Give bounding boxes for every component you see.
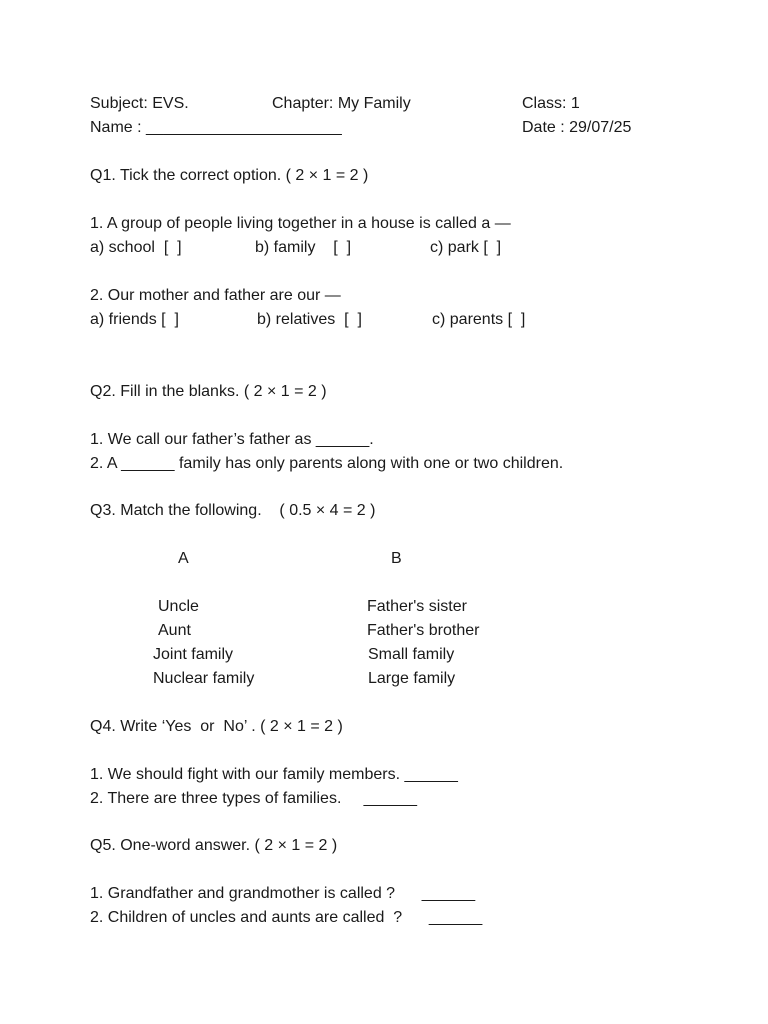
q4-item-2: 2. There are three types of families. ______ bbox=[90, 790, 417, 807]
q3-column-a-item: Aunt bbox=[158, 622, 191, 639]
q3-column-a-item: Nuclear family bbox=[153, 670, 255, 687]
q3-column-b-item: Large family bbox=[368, 670, 456, 687]
q3-column-b-header: B bbox=[391, 550, 402, 567]
q1-item-1-option-b: b) family [ ] bbox=[255, 239, 352, 256]
q3-column-b-item: Father's brother bbox=[367, 622, 480, 639]
q1-title: Q1. Tick the correct option. ( 2 × 1 = 2 ) bbox=[90, 167, 369, 184]
q3-column-a-item: Uncle bbox=[158, 598, 199, 615]
q4-title: Q4. Write ‘Yes or No’ . ( 2 × 1 = 2 ) bbox=[90, 718, 343, 735]
q1-item-1-question: 1. A group of people living together in a house is called a — bbox=[90, 215, 511, 232]
q2-item-2: 2. A ______ family has only parents along with one or two children. bbox=[90, 455, 564, 472]
q5-item-2: 2. Children of uncles and aunts are called ? ______ bbox=[90, 909, 483, 926]
q5-title: Q5. One-word answer. ( 2 × 1 = 2 ) bbox=[90, 837, 338, 854]
chapter-label: Chapter: My Family bbox=[272, 95, 411, 112]
q1-item-2-question: 2. Our mother and father are our — bbox=[90, 287, 341, 304]
q2-title: Q2. Fill in the blanks. ( 2 × 1 = 2 ) bbox=[90, 383, 327, 400]
q3-column-b-item: Father's sister bbox=[367, 598, 467, 615]
subject-label: Subject: EVS. bbox=[90, 95, 189, 112]
q3-title: Q3. Match the following. ( 0.5 × 4 = 2 ) bbox=[90, 502, 376, 519]
q3-column-a-item: Joint family bbox=[153, 646, 234, 663]
q4-item-1: 1. We should fight with our family members. ______ bbox=[90, 766, 458, 783]
name-line: Name : ______________________ bbox=[90, 119, 342, 136]
q1-item-1-option-a: a) school [ ] bbox=[90, 239, 182, 256]
q1-item-2-option-a: a) friends [ ] bbox=[90, 311, 179, 328]
q3-column-b-item: Small family bbox=[368, 646, 455, 663]
q2-item-1: 1. We call our father’s father as ______. bbox=[90, 431, 374, 448]
q1-item-2-option-c: c) parents [ ] bbox=[432, 311, 526, 328]
class-label: Class: 1 bbox=[522, 95, 580, 112]
q1-item-1-option-c: c) park [ ] bbox=[430, 239, 502, 256]
q1-item-2-option-b: b) relatives [ ] bbox=[257, 311, 362, 328]
date-label: Date : 29/07/25 bbox=[522, 119, 632, 136]
q5-item-1: 1. Grandfather and grandmother is called ? ______ bbox=[90, 885, 476, 902]
q3-column-a-header: A bbox=[178, 550, 189, 567]
